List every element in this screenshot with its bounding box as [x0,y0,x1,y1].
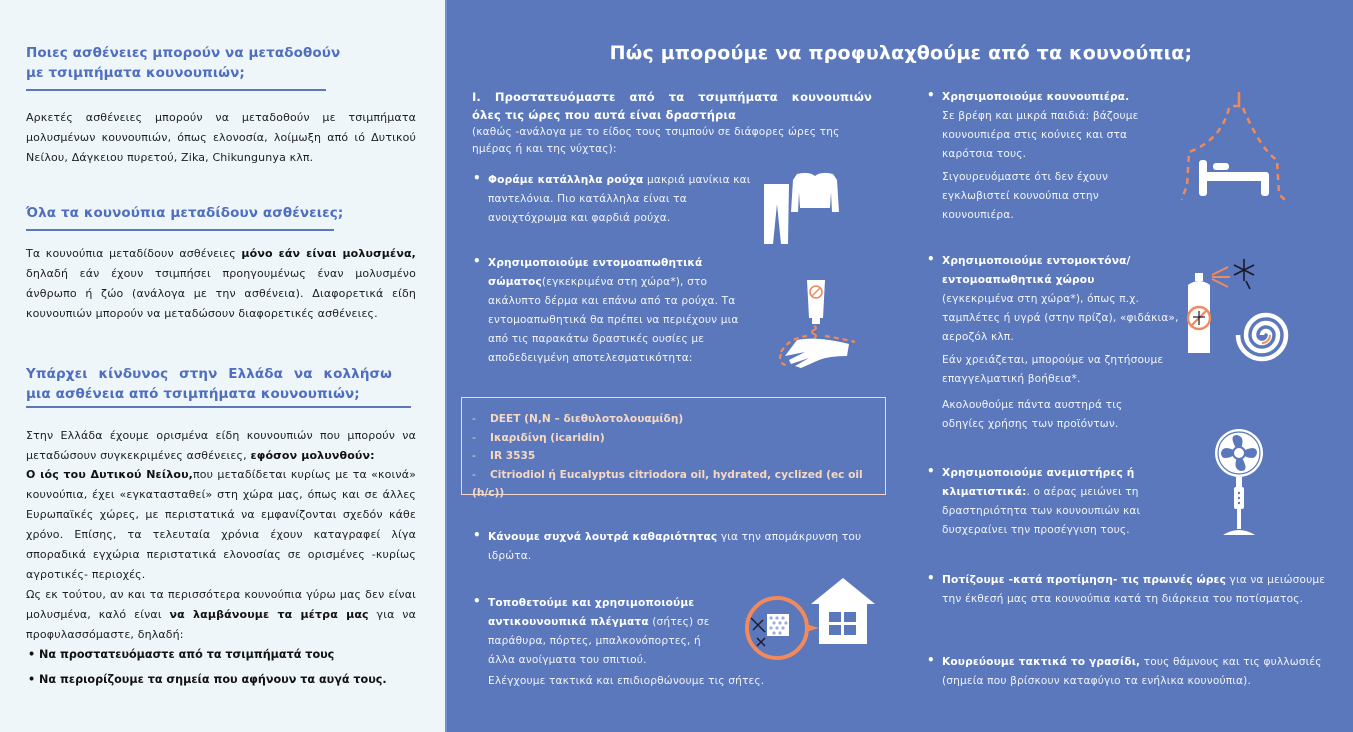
ingredient-item: - DEET (N,N – διεθυλοτολουαμίδη) [472,413,684,425]
bullet-icon: • [473,594,481,608]
page-title: Πώς μπορούμε να προφυλαχθούμε από τα κουνούπια; [609,42,1193,64]
follow-instructions: Ακολουθούμε πάντα αυστηρά τις οδηγίες χρήσης των προϊόντων. [942,399,1123,430]
section-heading-greece-risk [26,364,392,404]
mosquito-net-item: Χρησιμοποιούμε κουνουπιέρα. Σε βρέφη και μικρά παιδιά: βάζουμε κουνουπιέρα στις κούνιες και στα καρότσια τους. [942,91,1139,160]
professional-help: Εάν χρειάζεται, μπορούμε να ζητήσουμε επαγγελματική βοήθεια*. [942,354,1164,385]
heading-underline [26,89,326,91]
intro-note: (καθώς -ανάλογα με το είδος τους τσιμπούν σε διάφορες ώρες της ημέρας ή και της νύχτας): [472,126,840,155]
ingredient-item: - Ικαριδίνη (icaridin) [472,431,605,444]
bullet-icon: • [473,254,481,268]
right-panel [449,0,1353,732]
watering-item: Ποτίζουμε -κατά προτίμηση- τις πρωινές ώρες για να μειώσουμε την έκθεσή μας στα κουνούπια κατά τη διάρκεια του ποτίσματος. [942,574,1326,605]
section-heading-all-mosquitoes: Όλα τα κουνούπια μεταδίδουν ασθένειες; [26,205,344,221]
ingredient-item: - IR 3535 [472,450,536,462]
section-heading-diseases [26,43,340,83]
bullet-icon: • [927,88,935,102]
left-panel [0,0,447,732]
precautions-paragraph: Ως εκ τούτου, αν και τα περισσότερα κουνούπια γύρω μας δεν είναι μολυσμένα, καλό είναι να λαμβάνουμε τα μέτρα μας για να προφυλασσόμαστε, δηλαδή: [26,588,416,641]
bullet-icon: • [927,464,935,478]
diseases-paragraph: Αρκετές ασθένειες μπορούν να μεταδοθούν με τσιμπήματα μολυσμένων κουνουπιών, όπως ελονοσία, λοίμωξη από ιό Δυτικού Νείλου, Δάγκειου πυρετού, Zika, Chikungunya κλπ. [26,111,416,164]
grass-item: Κουρεύουμε τακτικά το γρασίδι, τους θάμνους και τις φυλλωσιές (σημεία που βρίσκουν καταφύγιο τα ενήλικα κουνούπια). [942,656,1322,687]
heading-line: Υπάρχει κίνδυνος στην Ελλάδα να κολλήσω [26,366,392,382]
bullet-limit-eggs: • Να περιορίζουμε τα σημεία που αφήνουν τα αυγά τους. [28,673,387,686]
heading-line: με τσιμπήματα κουνουπιών; [26,65,245,81]
bullet-icon: • [927,571,935,585]
heading-line: μια ασθένεια από τσιμπήματα κουνουπιών; [26,386,360,402]
heading-line: Ποιες ασθένειες μπορούν να μεταδοθούν [26,45,341,61]
bullet-icon: • [473,171,481,185]
west-nile-paragraph: Ο ιός του Δυτικού Νείλου,που μεταδίδεται κυρίως με τα «κοινά» κουνούπια, έχει «εγκατασταθεί» στη χώρα μας, όπως και σε άλλες Ευρωπαϊκές χώρες, με περιστατικά να εμφανίζονται σχεδόν κάθε χρόνο. Επίσης, τα τελευταία χρόνια έχουν καταγραφεί λίγα σποραδικά εγχώρια περιστατικά ελονοσίας σε ορισμένες -κυρίως αγροτικές- περιοχές. [26,468,416,581]
bed-net-icon [1181,90,1301,220]
bullet-icon: • [927,653,935,667]
ingredient-item: - Citriodiol ή Eucalyptus citriodora oil, hydrated, cyclized (ec oil (h/c)) [472,468,863,499]
screens-check: Ελέγχουμε τακτικά και επιδιορθώνουμε τις σήτες. [488,675,765,687]
mosquito-net-check: Σιγουρευόμαστε ότι δεν έχουν εγκλωβιστεί κουνούπια στην κουνουπιέρα. [942,171,1109,221]
screens-item: Τοποθετούμε και χρησιμοποιούμε αντικουνουπικά πλέγματα (σήτες) σε παράθυρα, πόρτες, μπαλκονόπορτες, ή άλλα ανοίγματα του σπιτιού. [488,597,710,666]
fan-icon [1209,425,1269,540]
repellent-hand-icon [767,278,867,368]
infected-paragraph: Τα κουνούπια μεταδίδουν ασθένειες μόνο εάν είναι μολυσμένα, δηλαδή εάν έχουν τσιμπήσει προηγουμένως έναν μολυσμένο άνθρωπο ή ζώο (ανάλογα με την ασθένεια). Διαφορετικά είδη κουνουπιών μπορούν να μεταδώσουν διαφορετικές ασθένειες. [26,247,416,320]
spray-coil-icon [1184,255,1304,370]
heading-underline [26,229,334,231]
body-repellent-item: Χρησιμοποιούμε εντομοαπωθητικά σώματος(εγκεκριμένα στη χώρα*), στο ακάλυπτο δέρμα και επάνω από τα ρούχα. Τα εντομοαπωθητικά θα πρέπει να περιέχουν μια από τις παρακάτω δραστικές ουσίες με αποδεδειγμένη αποτελεσματικότητα: [488,257,739,364]
clothes-icon [759,172,849,252]
heading-underline [26,406,411,408]
space-insecticide-item: Χρησιμοποιούμε εντομοκτόνα/ εντομοαπωθητικά χώρου (εγκεκριμένα στη χώρα*), όπως π.χ. ταμπλέτες ή υγρά (στην πρίζα), «φιδάκια», αεροζόλ κλπ. [942,255,1179,343]
intro-heading: I. Προστατευόμαστε από τα τσιμπήματα κουνουπιών όλες τις ώρες που αυτά είναι δραστήρια [472,90,872,122]
bullet-icon: • [473,528,481,542]
bath-item: Κάνουμε συχνά λουτρά καθαριότητας για την απομάκρυνση του ιδρώτα. [488,531,862,562]
greece-species-paragraph: Στην Ελλάδα έχουμε ορισμένα είδη κουνουπιών που μπορούν να μεταδώσουν συγκεκριμένες ασθένειες, εφόσον μολυνθούν: [26,429,416,462]
bullet-protect-bites: • Να προστατευόμαστε από τα τσιμπήματά τους [28,648,335,661]
active-ingredients-box [461,397,886,499]
fans-item: Χρησιμοποιούμε ανεμιστήρες ή κλιματιστικά:. ο αέρας μειώνει τη δραστηριότητα των κουνουπιών και δυσχεραίνει την προσέγγιση τους. [942,467,1141,536]
house-screen-icon [739,574,879,664]
bullet-icon: • [927,252,935,266]
clothes-item: Φοράμε κατάλληλα ρούχα μακριά μανίκια και παντελόνια. Πιο κατάλληλα είναι τα ανοιχτόχρωμα και φαρδιά ρούχα. [488,174,751,224]
